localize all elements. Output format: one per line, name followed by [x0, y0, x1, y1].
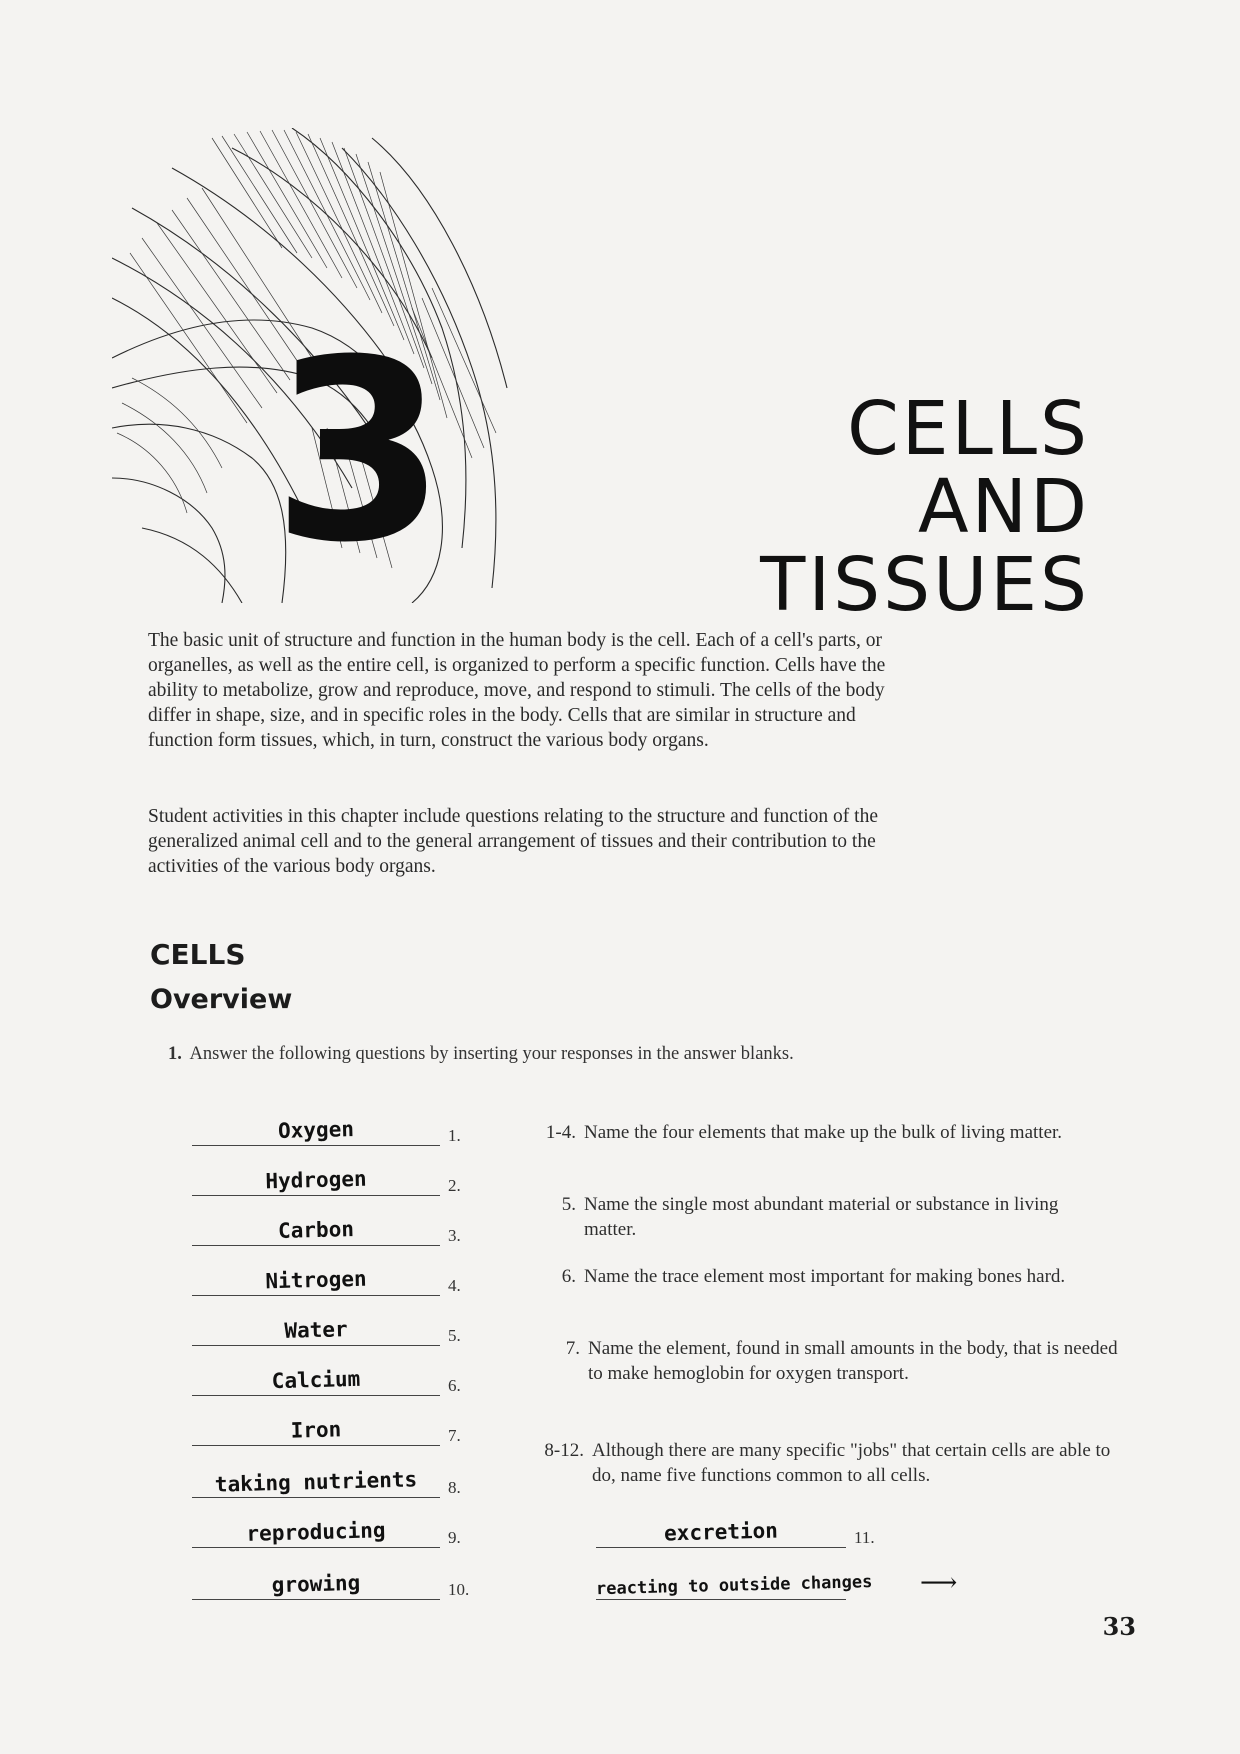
answer-value: Nitrogen [265, 1266, 367, 1294]
answer-line [192, 1295, 440, 1296]
question-number: 1-4. [545, 1122, 576, 1143]
chapter-title [760, 385, 1090, 628]
answer-number: 1. [448, 1126, 461, 1145]
question-5 [561, 1192, 1114, 1242]
answer-blank-7[interactable] [192, 1400, 472, 1446]
question-number: 7. [565, 1338, 580, 1359]
answer-line [596, 1547, 846, 1548]
chapter-title-line: CELLS [847, 385, 1090, 472]
question-7 [565, 1336, 1118, 1386]
answer-line [192, 1395, 440, 1396]
answer-value: reproducing [246, 1518, 386, 1546]
answer-line [192, 1245, 440, 1246]
answer-blank-10[interactable] [192, 1554, 472, 1600]
subheading: Overview [150, 984, 293, 1015]
question-text: Although there are many specific "jobs" that certain cells are able to do, name five functions common to all cells. [592, 1440, 1111, 1486]
section-heading: CELLS [150, 938, 246, 971]
answer-blank-11[interactable] [596, 1504, 875, 1548]
answer-value: taking nutrients [214, 1467, 418, 1497]
answer-line [192, 1497, 440, 1498]
question-text: Name the single most abundant material or substance in living matter. [584, 1194, 1059, 1240]
answer-value: Oxygen [277, 1117, 355, 1143]
question-8-12 [544, 1438, 1132, 1488]
answer-number: 9. [448, 1528, 461, 1547]
answer-blank-2[interactable] [192, 1150, 472, 1196]
answer-blank-1[interactable] [192, 1100, 472, 1146]
answer-line [192, 1195, 440, 1196]
answer-line [192, 1547, 440, 1548]
answer-value: growing [271, 1570, 361, 1598]
question-number: 8-12. [544, 1440, 584, 1461]
answer-blank-9[interactable] [192, 1502, 472, 1548]
answer-blank-12[interactable] [595, 1556, 873, 1600]
exercise-number: 1. [168, 1044, 182, 1064]
answer-blank-3[interactable] [192, 1200, 472, 1246]
question-6 [561, 1264, 1104, 1289]
answer-number: 8. [448, 1478, 461, 1497]
answer-value: Water [284, 1317, 348, 1343]
answer-line [192, 1599, 440, 1600]
answer-line [192, 1145, 440, 1146]
page-number: 33 [1102, 1612, 1136, 1641]
answer-number: 7. [448, 1426, 461, 1445]
answer-number: 6. [448, 1376, 461, 1395]
answer-value: excretion [663, 1518, 779, 1546]
question-text: Name the four elements that make up the bulk of living matter. [584, 1122, 1063, 1143]
answer-number: 3. [448, 1226, 461, 1245]
question-number: 5. [561, 1194, 576, 1215]
answer-blank-6[interactable] [192, 1350, 472, 1396]
question-text: Name the element, found in small amounts in the body, that is needed to make hemoglobin for oxygen transport. [588, 1338, 1118, 1384]
intro-paragraph-2: Student activities in this chapter include questions relating to the structure and function of the generalized animal cell and to the general arrangement of tissues and their contribution to the activities of the various body organs. [148, 806, 878, 877]
answer-blank-5[interactable] [192, 1300, 472, 1346]
answer-value: Iron [290, 1417, 342, 1443]
answer-number: 5. [448, 1326, 461, 1345]
answer-blank-8[interactable] [192, 1452, 472, 1498]
answer-number: 10. [448, 1580, 470, 1599]
answer-blank-4[interactable] [192, 1250, 472, 1296]
question-1-4 [545, 1120, 1084, 1145]
answer-value: Calcium [271, 1366, 361, 1394]
chapter-title-line: AND [918, 463, 1090, 550]
answer-number: 2. [448, 1176, 461, 1195]
answer-value: Carbon [277, 1217, 355, 1243]
answer-number: 4. [448, 1276, 461, 1295]
question-text: Name the trace element most important for making bones hard. [584, 1266, 1066, 1287]
answer-line [192, 1345, 440, 1346]
arrow-right-icon: ⟶ [920, 1568, 958, 1597]
answer-line [192, 1445, 440, 1446]
answer-number: 11. [854, 1528, 875, 1547]
question-number: 6. [561, 1266, 576, 1287]
answer-value: reacting to outside changes [595, 1572, 873, 1600]
answer-line [596, 1599, 846, 1600]
chapter-illustration [112, 128, 532, 603]
exercise-instruction-text: Answer the following questions by inserting your responses in the answer blanks. [189, 1044, 794, 1064]
chapter-number: 3 [272, 306, 446, 597]
intro-paragraph-1: The basic unit of structure and function in the human body is the cell. Each of a cell's parts, or organelles, as well as the entire cell, is organized to perform a specific function. Cells have the ability to metabolize, grow and reproduce, move, and respond to stimuli. The cells of the body differ in shape, size, and in specific roles in the body. Cells that are similar in structure and function form tissues, which, in turn, construct the various body organs. [148, 630, 886, 751]
chapter-title-line: TISSUES [760, 541, 1090, 628]
answer-value: Hydrogen [265, 1166, 367, 1194]
exercise-instruction [168, 1042, 868, 1066]
